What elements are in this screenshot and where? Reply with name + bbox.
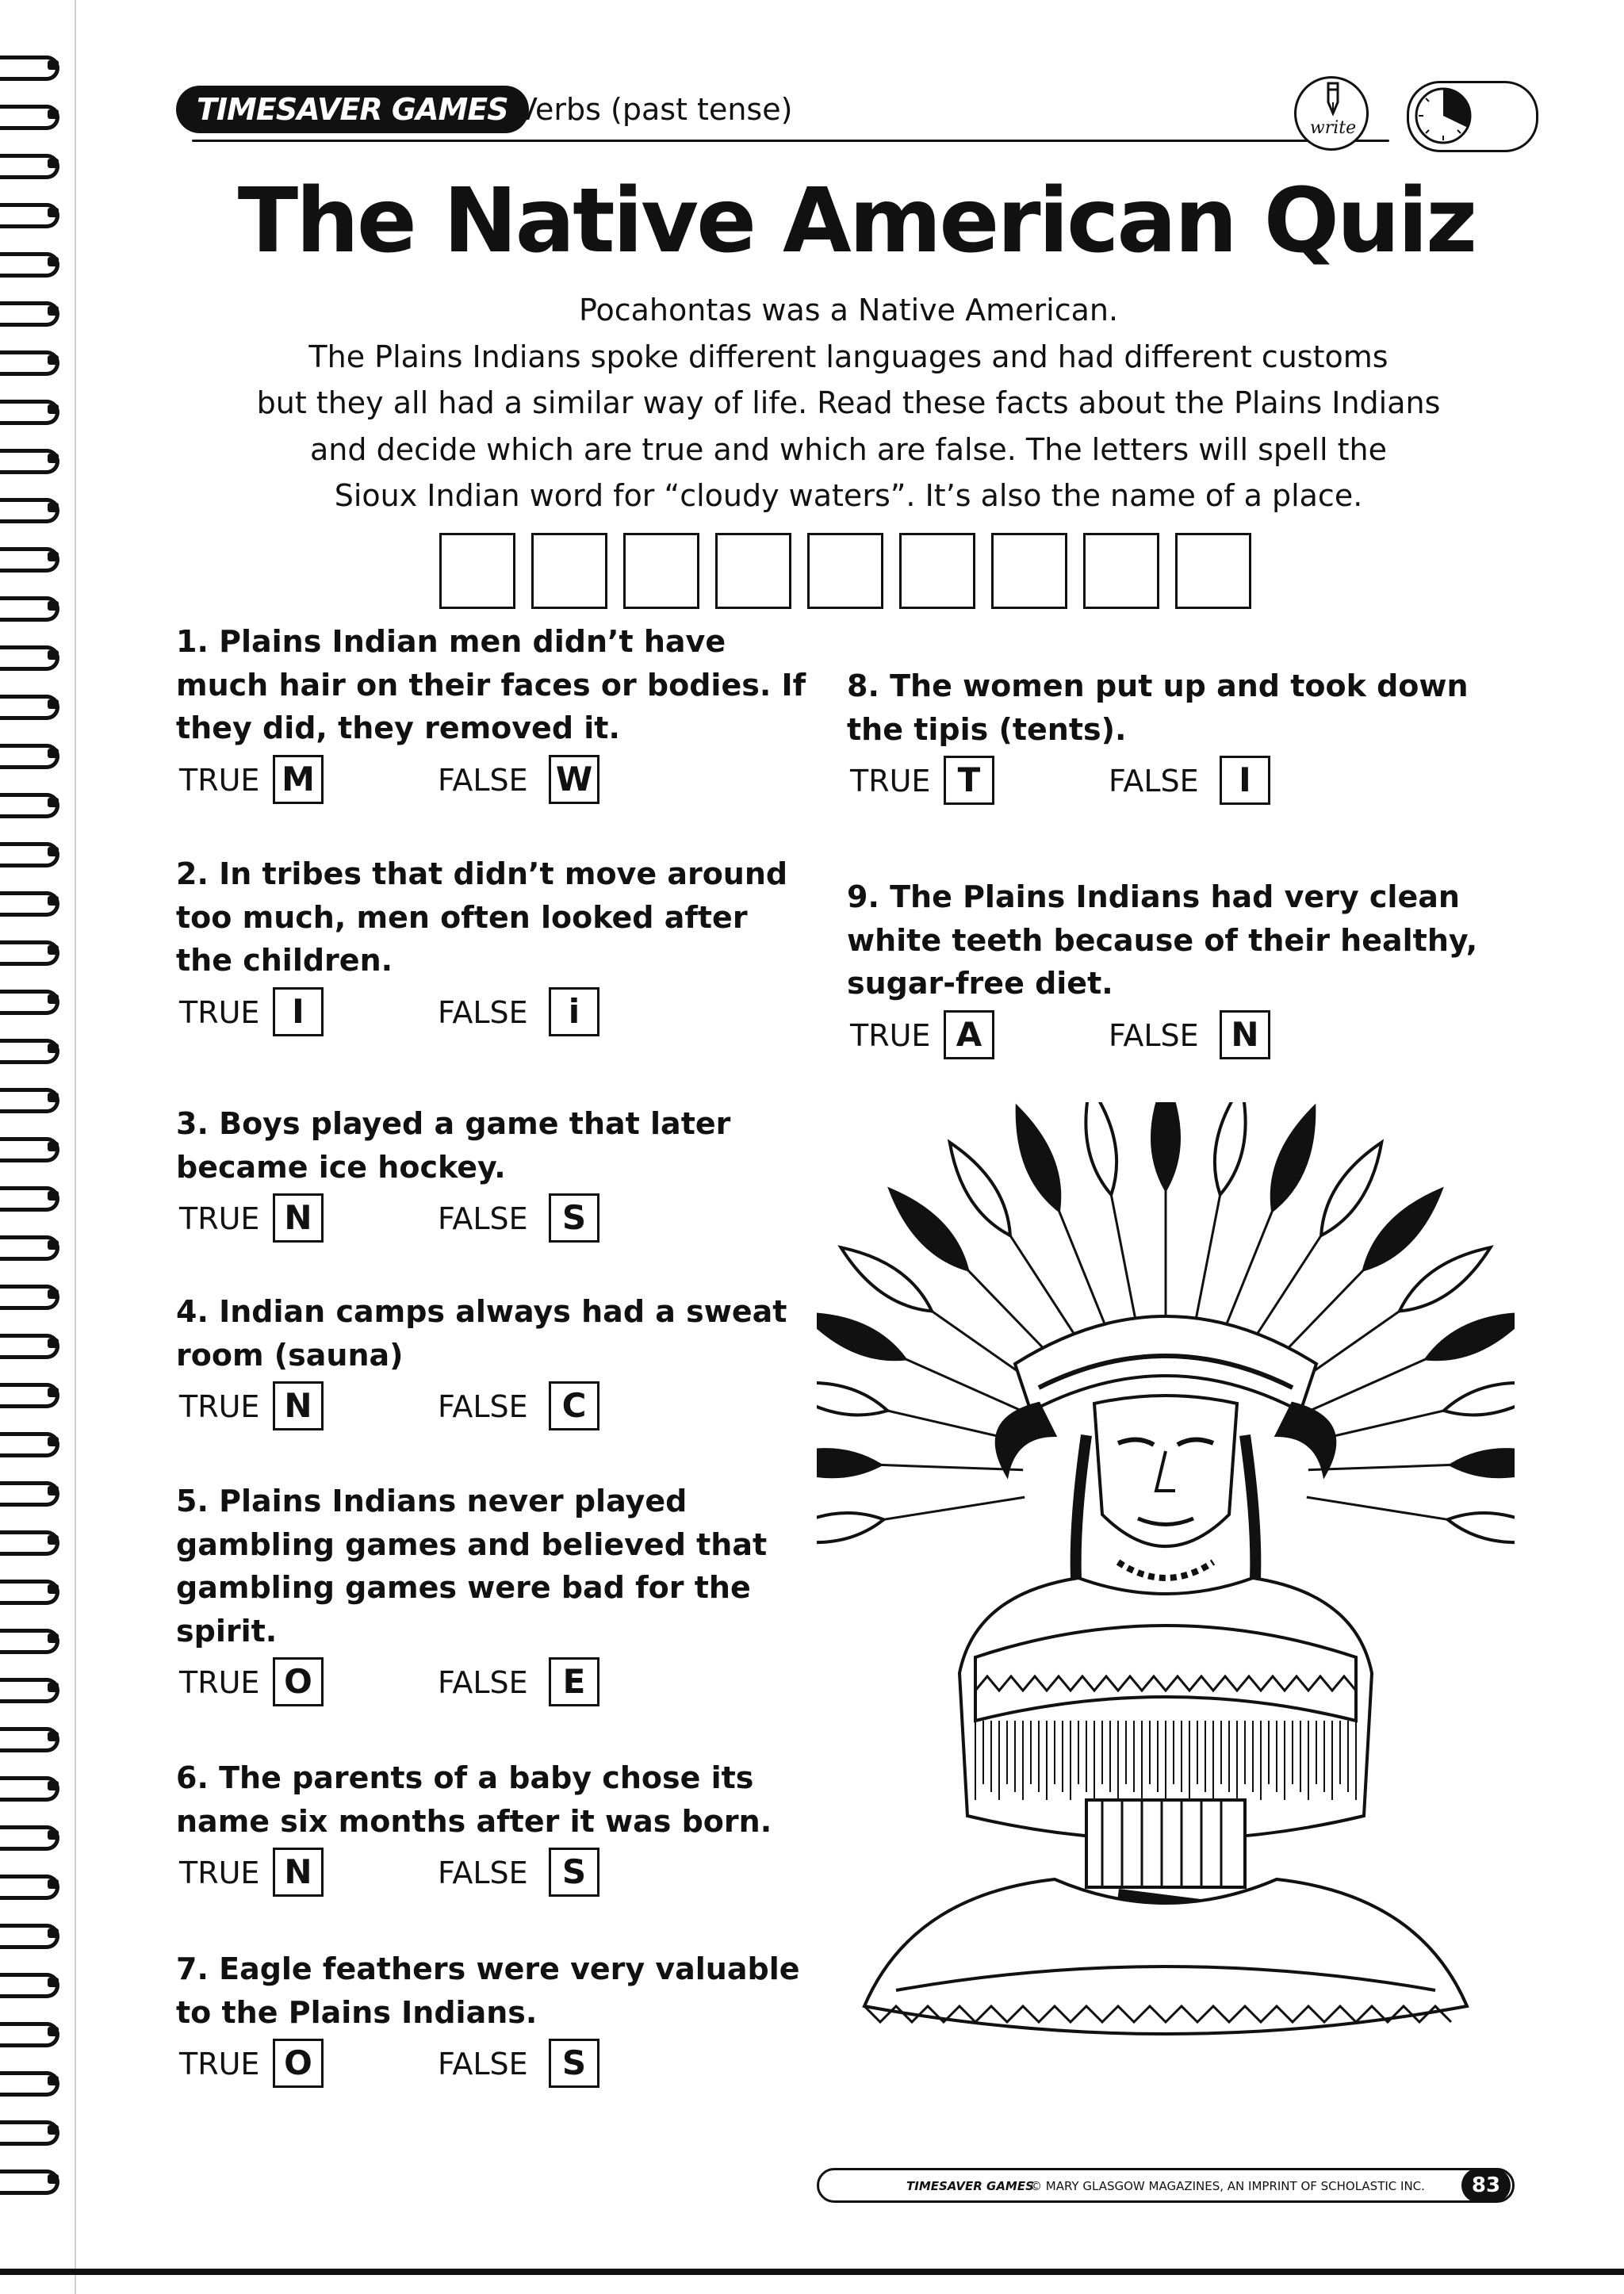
feather — [1421, 1301, 1515, 1371]
true-letter-box: N — [273, 1381, 324, 1430]
coil-hole — [48, 2076, 59, 2085]
question-choices — [176, 987, 810, 1038]
feather — [1077, 1102, 1124, 1197]
question-choices — [176, 1193, 810, 1244]
true-label: TRUE — [179, 762, 260, 798]
spiral-coil — [0, 1375, 70, 1410]
pen-icon — [1317, 82, 1349, 118]
question-2 — [176, 852, 810, 1038]
feather — [1392, 1236, 1498, 1322]
false-letter-box: I — [1220, 756, 1270, 805]
question-3 — [176, 1102, 810, 1244]
spiral-coil — [0, 687, 70, 722]
chief-illustration — [817, 1102, 1515, 2070]
header-rule — [192, 140, 1389, 142]
coil-hole — [48, 109, 59, 119]
spiral-coil — [0, 1424, 70, 1459]
question-text: 6. The parents of a baby chose its name six months after it was born. — [176, 1760, 772, 1839]
true-label: TRUE — [179, 1201, 260, 1236]
question-4 — [176, 1290, 810, 1432]
spiral-coil — [0, 1719, 70, 1754]
question-1 — [176, 620, 810, 806]
true-letter-box: A — [944, 1010, 994, 1059]
feather — [1354, 1181, 1451, 1279]
coil-hole — [48, 699, 59, 709]
spiral-coil — [0, 1817, 70, 1852]
true-label: TRUE — [850, 764, 931, 798]
true-letter-box: M — [273, 755, 324, 804]
spiral-coil — [0, 588, 70, 623]
spiral-coil — [0, 1227, 70, 1262]
coil-hole — [48, 503, 59, 512]
true-letter-box: T — [944, 756, 994, 805]
spiral-coil — [0, 293, 70, 328]
coil-hole — [48, 257, 59, 266]
spiral-coil — [0, 343, 70, 377]
false-letter-box: N — [1220, 1010, 1270, 1059]
false-label: FALSE — [438, 1665, 528, 1700]
false-letter-box: W — [549, 755, 599, 804]
coil-hole — [48, 1978, 59, 1987]
coil-hole — [48, 1486, 59, 1496]
feather — [1152, 1102, 1179, 1189]
page-edge — [75, 0, 76, 2294]
feather — [1310, 1135, 1393, 1243]
answer-box[interactable] — [1083, 533, 1159, 609]
feather — [1260, 1102, 1327, 1216]
coil-hole — [48, 2027, 59, 2036]
topic-label: Verbs (past tense) — [517, 92, 793, 127]
spiral-coil — [0, 2112, 70, 2147]
false-letter-box: E — [549, 1657, 599, 1706]
spiral-coil — [0, 1031, 70, 1066]
spiral-coil — [0, 1572, 70, 1607]
feather — [1207, 1102, 1254, 1197]
coil-hole — [48, 60, 59, 70]
spiral-coil — [0, 1670, 70, 1705]
answer-box[interactable] — [531, 533, 607, 609]
coil-hole — [48, 1191, 59, 1201]
false-letter-box: i — [549, 987, 599, 1036]
false-letter-box: S — [549, 1193, 599, 1243]
spiral-coil — [0, 195, 70, 230]
true-label: TRUE — [179, 994, 260, 1030]
page-title: The Native American Quiz — [237, 170, 1476, 273]
coil-hole — [48, 208, 59, 217]
coil-hole — [48, 1830, 59, 1840]
false-label: FALSE — [438, 2047, 528, 2081]
coil-hole — [48, 1142, 59, 1151]
question-7 — [176, 1947, 810, 2089]
spiral-coil — [0, 2063, 70, 2098]
spiral-coil — [0, 1916, 70, 1951]
false-label: FALSE — [438, 1389, 528, 1424]
question-9 — [847, 875, 1481, 1061]
answer-box[interactable] — [899, 533, 975, 609]
feather — [817, 1507, 886, 1550]
question-text: 4. Indian camps always had a sweat room (sauna) — [176, 1294, 787, 1373]
coil-hole — [48, 2125, 59, 2135]
coil-hole — [48, 552, 59, 561]
question-8 — [847, 664, 1481, 806]
question-text: 8. The women put up and took down the tipis (tents). — [847, 668, 1469, 747]
spiral-coil — [0, 1326, 70, 1361]
spiral-coil — [0, 1965, 70, 2000]
spiral-coil — [0, 736, 70, 771]
feather — [938, 1135, 1021, 1243]
spiral-coil — [0, 1178, 70, 1213]
coil-hole — [48, 2174, 59, 2184]
spiral-coil — [0, 490, 70, 525]
coil-hole — [48, 749, 59, 758]
true-label: TRUE — [179, 2047, 260, 2081]
false-label: FALSE — [438, 994, 528, 1030]
feather — [833, 1236, 940, 1322]
intro-line: Sioux Indian word for “cloudy waters”. It’s also the name of a place. — [334, 478, 1363, 513]
feather — [817, 1373, 891, 1424]
coil-hole — [48, 1289, 59, 1299]
spiral-coil — [0, 834, 70, 869]
write-label: write — [1309, 118, 1357, 138]
question-text: 2. In tribes that didn’t move around too much, men often looked after the children. — [176, 856, 788, 978]
spiral-coil — [0, 982, 70, 1017]
spiral-coil — [0, 539, 70, 574]
answer-box[interactable] — [1175, 533, 1251, 609]
page-number: 83 — [1461, 2168, 1511, 2203]
coil-hole — [48, 1240, 59, 1250]
coil-hole — [48, 1388, 59, 1397]
spiral-coil — [0, 1768, 70, 1803]
question-text: 5. Plains Indians never played gambling games and believed that gambling games were bad for the spirit. — [176, 1484, 768, 1649]
false-letter-box: C — [549, 1381, 599, 1430]
spiral-coil — [0, 1621, 70, 1656]
coil-hole — [48, 306, 59, 316]
feather-quill — [883, 1497, 1025, 1519]
spiral-coil — [0, 1277, 70, 1312]
worksheet-header — [176, 86, 1524, 149]
false-letter-box: S — [549, 2039, 599, 2088]
question-choices — [176, 1657, 810, 1708]
question-6 — [176, 1756, 810, 1898]
false-label: FALSE — [438, 762, 528, 798]
true-letter-box: N — [273, 1848, 324, 1897]
spiral-coil — [0, 441, 70, 476]
feather — [817, 1301, 910, 1371]
coil-hole — [48, 994, 59, 1004]
true-label: TRUE — [179, 1855, 260, 1890]
feather-quill — [1193, 1195, 1220, 1335]
spiral-coil — [0, 638, 70, 672]
coil-hole — [48, 1928, 59, 1938]
spiral-coil — [0, 2162, 70, 2196]
intro-line: The Plains Indians spoke different languages and had different customs — [308, 339, 1388, 374]
coil-hole — [48, 1683, 59, 1692]
feather-quill — [1307, 1497, 1448, 1519]
spiral-coil — [0, 146, 70, 181]
clock-icon — [1412, 85, 1474, 147]
coil-hole — [48, 1437, 59, 1446]
answer-boxes — [439, 533, 1251, 611]
coil-hole — [48, 650, 59, 660]
question-choices — [847, 756, 1481, 806]
page-footer — [817, 2168, 1515, 2203]
feather — [1446, 1507, 1515, 1550]
spiral-coil — [0, 48, 70, 82]
false-letter-box: S — [549, 1848, 599, 1897]
true-label: TRUE — [179, 1389, 260, 1424]
spiral-coil — [0, 97, 70, 132]
spiral-coil — [0, 1080, 70, 1115]
spiral-binding — [0, 48, 71, 2220]
coil-hole — [48, 454, 59, 463]
coil-hole — [48, 355, 59, 365]
question-text: 3. Boys played a game that later became ice hockey. — [176, 1106, 731, 1185]
coil-hole — [48, 404, 59, 414]
spiral-coil — [0, 1867, 70, 1901]
coil-hole — [48, 1338, 59, 1348]
spiral-coil — [0, 392, 70, 427]
true-letter-box: N — [273, 1193, 324, 1243]
answer-box[interactable] — [623, 533, 699, 609]
answer-box[interactable] — [807, 533, 883, 609]
footer-copyright: © MARY GLASGOW MAGAZINES, AN IMPRINT OF SCHOLASTIC INC. — [1030, 2179, 1425, 2193]
spiral-coil — [0, 1473, 70, 1508]
footer-brand: TIMESAVER GAMES — [906, 2179, 1034, 2193]
feather — [1441, 1373, 1515, 1424]
time-badge — [1407, 81, 1538, 152]
question-5 — [176, 1480, 810, 1708]
spiral-coil — [0, 2014, 70, 2049]
coil-hole — [48, 1535, 59, 1545]
false-label: FALSE — [438, 1855, 528, 1890]
spiral-coil — [0, 785, 70, 820]
write-circle — [1294, 76, 1369, 151]
intro-line: but they all had a similar way of life. Read these facts about the Plains Indians — [256, 385, 1441, 420]
coil-hole — [48, 159, 59, 168]
intro-text — [206, 287, 1491, 519]
coil-hole — [48, 945, 59, 955]
coil-hole — [48, 798, 59, 807]
intro-line: and decide which are true and which are false. The letters will spell the — [310, 431, 1387, 467]
coil-hole — [48, 1732, 59, 1741]
question-text: 7. Eagle feathers were very valuable to the Plains Indians. — [176, 1951, 800, 2030]
coil-hole — [48, 896, 59, 906]
question-choices — [176, 755, 810, 806]
true-label: TRUE — [850, 1017, 931, 1053]
feather-quill — [1111, 1195, 1138, 1335]
page-bottom-edge — [0, 2269, 1624, 2275]
spiral-coil — [0, 1522, 70, 1557]
false-label: FALSE — [438, 1201, 528, 1236]
spiral-coil — [0, 883, 70, 918]
feather — [817, 1448, 881, 1479]
question-text: 9. The Plains Indians had very clean white teeth because of their healthy, sugar-free diet. — [847, 879, 1478, 1001]
coil-hole — [48, 601, 59, 611]
false-label: FALSE — [1109, 764, 1199, 798]
series-badge: TIMESAVER GAMES — [176, 86, 529, 133]
true-label: TRUE — [179, 1665, 260, 1700]
coil-hole — [48, 847, 59, 856]
true-letter-box: O — [273, 1657, 324, 1706]
spiral-coil — [0, 933, 70, 967]
feather — [1005, 1102, 1071, 1216]
question-choices — [176, 2039, 810, 2089]
answer-box[interactable] — [439, 533, 515, 609]
question-choices — [847, 1010, 1481, 1061]
coil-hole — [48, 1584, 59, 1594]
coil-hole — [48, 1879, 59, 1889]
true-letter-box: I — [273, 987, 324, 1036]
question-choices — [176, 1848, 810, 1898]
feather — [1450, 1448, 1515, 1479]
coil-hole — [48, 1781, 59, 1790]
feather — [880, 1181, 977, 1279]
intro-line: Pocahontas was a Native American. — [578, 293, 1119, 327]
spiral-coil — [0, 1129, 70, 1164]
answer-box[interactable] — [715, 533, 791, 609]
false-label: FALSE — [1109, 1017, 1199, 1053]
answer-box[interactable] — [991, 533, 1067, 609]
spiral-coil — [0, 244, 70, 279]
question-choices — [176, 1381, 810, 1432]
coil-hole — [48, 1633, 59, 1643]
question-text: 1. Plains Indian men didn’t have much hair on their faces or bodies. If they did, they removed it. — [176, 624, 806, 745]
coil-hole — [48, 1093, 59, 1102]
true-letter-box: O — [273, 2039, 324, 2088]
coil-hole — [48, 1044, 59, 1053]
